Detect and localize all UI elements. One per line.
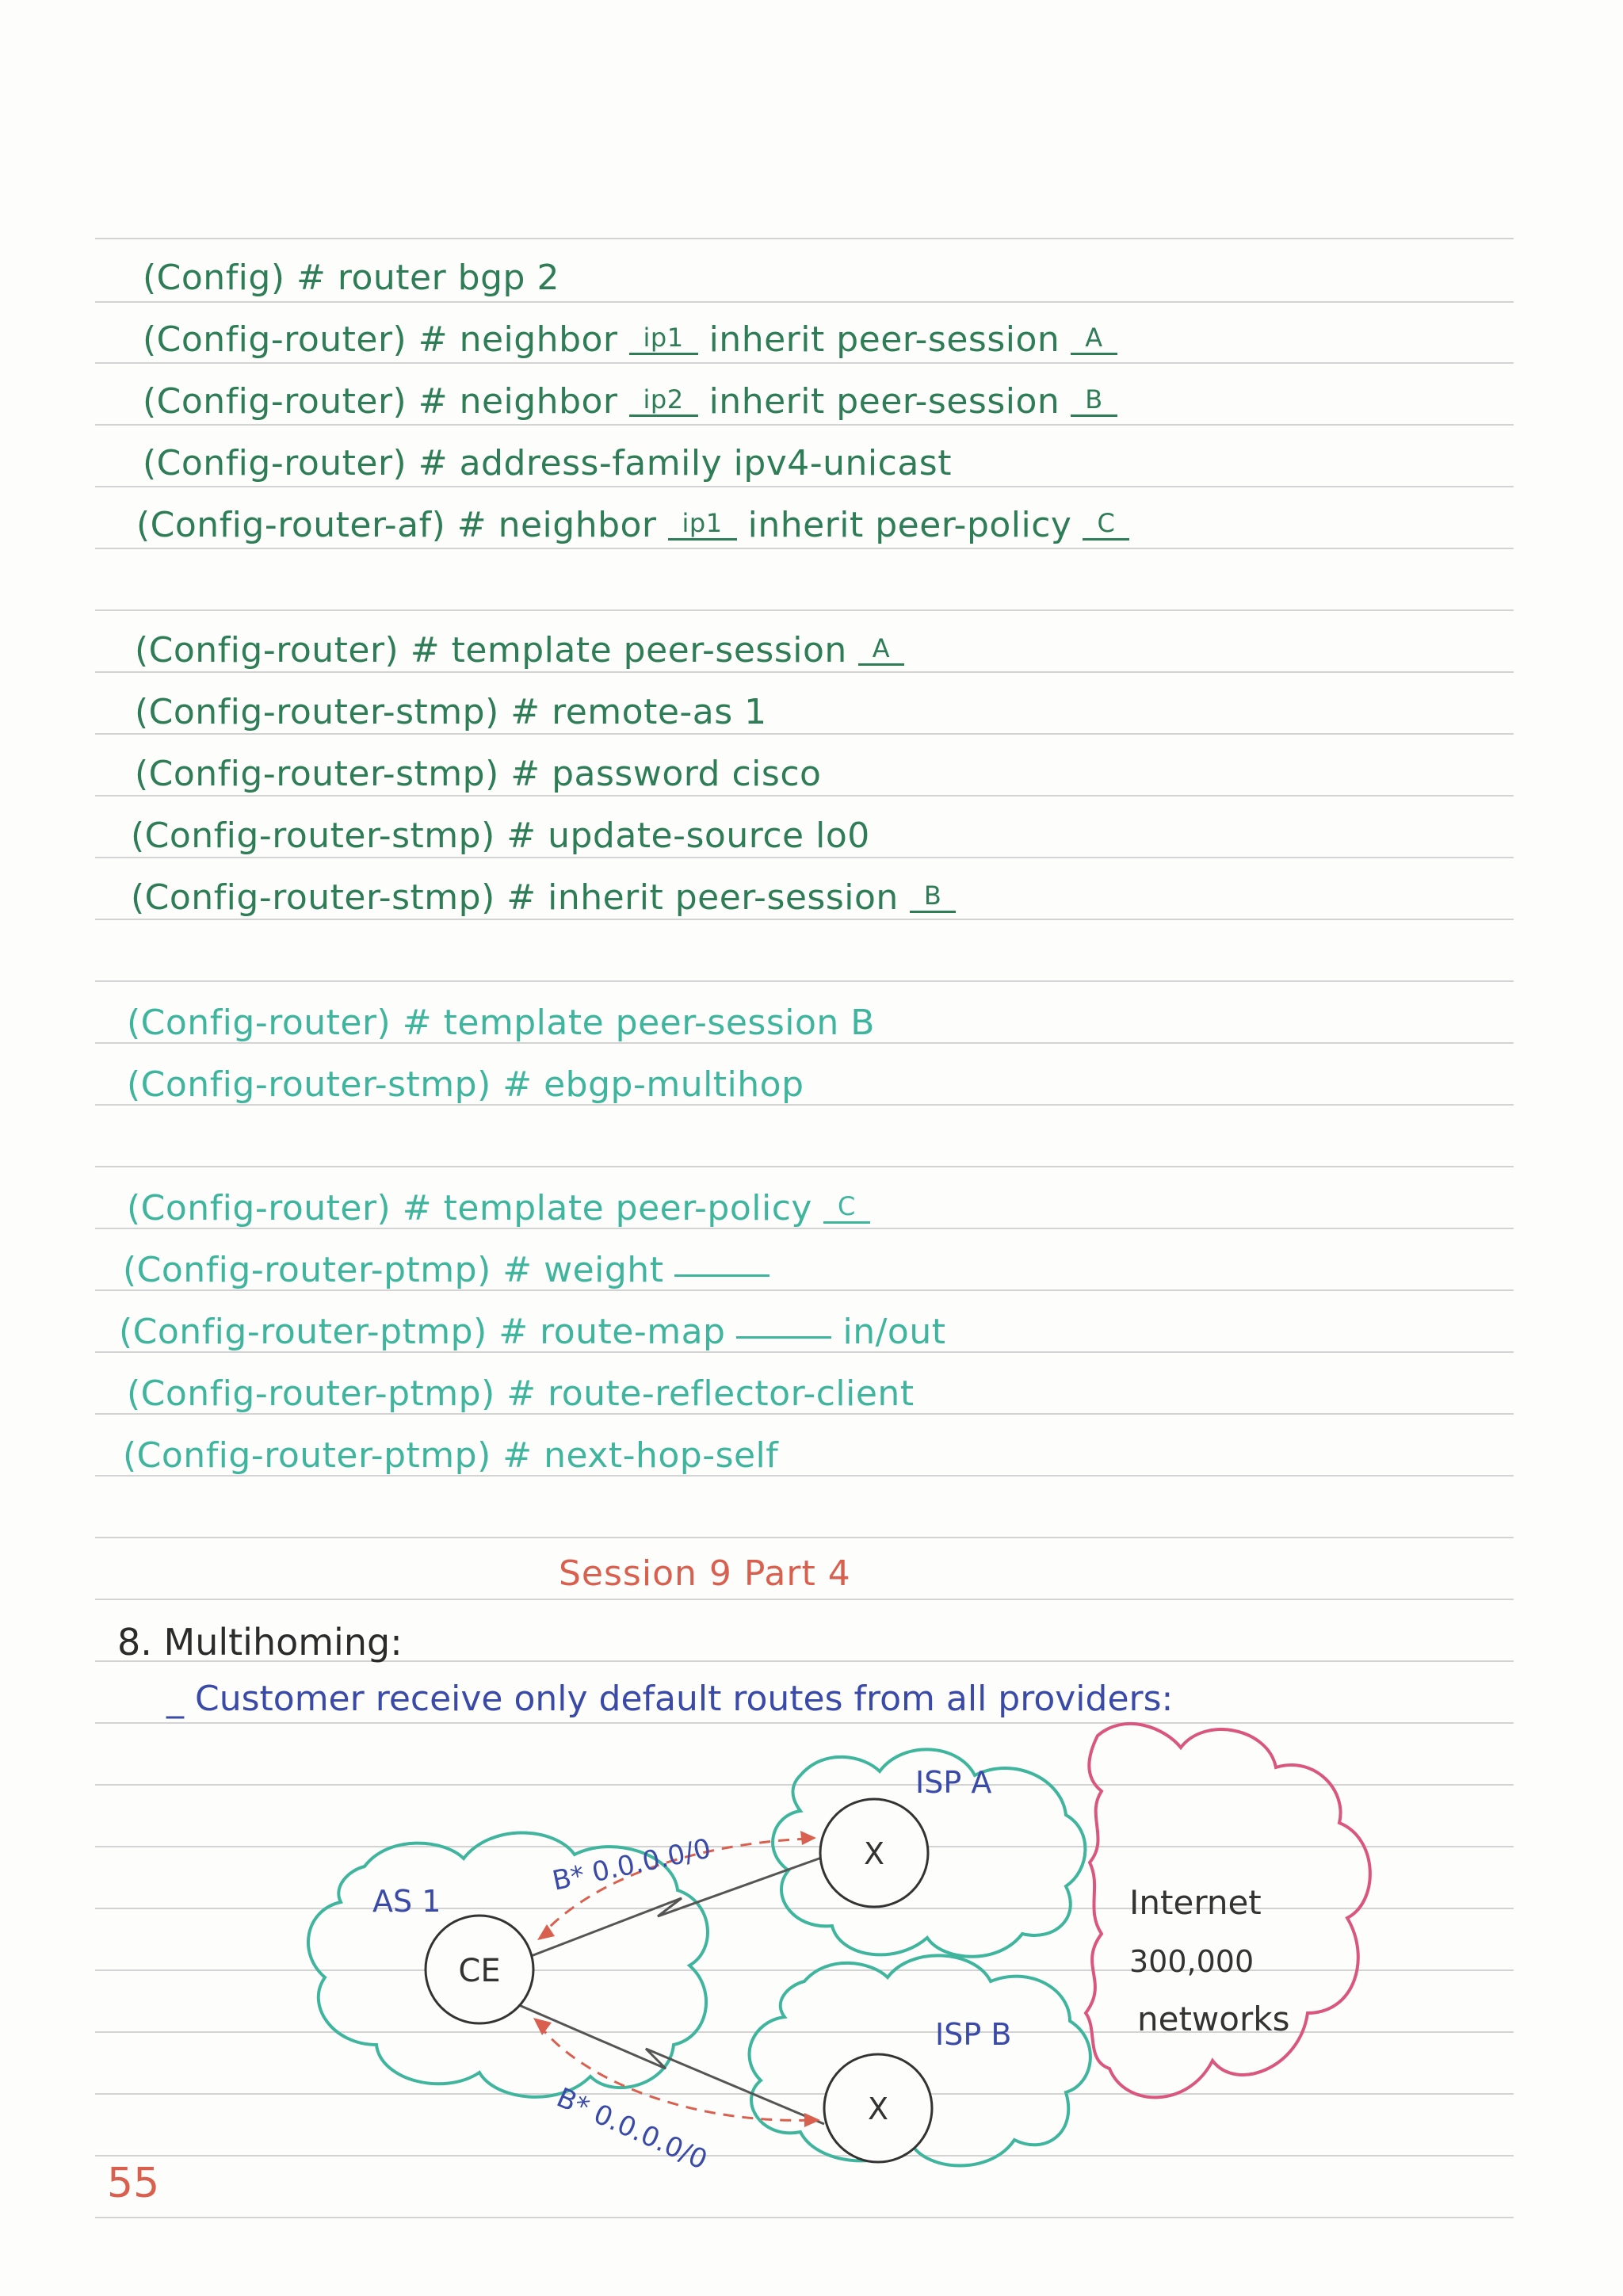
fill-blank: C bbox=[823, 1191, 870, 1224]
fill-blank: ip1 bbox=[668, 508, 737, 541]
isp-b-label: ISP B bbox=[935, 2017, 1012, 2052]
config-text: in/out bbox=[842, 1312, 946, 1352]
internet-networks-label: networks bbox=[1137, 2000, 1290, 2038]
fill-blank: ip1 bbox=[629, 323, 698, 355]
fill-blank: B bbox=[910, 881, 956, 913]
config-text: (Config-router-af) # neighbor bbox=[136, 505, 657, 545]
fill-blank: C bbox=[1083, 508, 1129, 541]
config-text: inherit peer-session bbox=[708, 319, 1060, 360]
config-text: (Config-router-stmp) # update-source lo0 bbox=[131, 816, 870, 856]
arrowhead bbox=[800, 1831, 816, 1845]
section-heading: 8. Multihoming: bbox=[117, 1621, 403, 1664]
config-text: (Config-router-stmp) # password cisco bbox=[135, 754, 822, 794]
config-text: (Config-router-ptmp) # next-hop-self bbox=[123, 1435, 779, 1476]
config-text: (Config-router) # template peer-policy bbox=[127, 1188, 812, 1228]
config-text: (Config-router) # template peer-session B bbox=[127, 1003, 875, 1043]
router-x-label: X bbox=[867, 2092, 889, 2126]
route-label-bottom: B* 0.0.0.0/0 bbox=[552, 2081, 712, 2176]
config-text: (Config-router) # neighbor bbox=[143, 319, 618, 360]
config-text: inherit peer-session bbox=[708, 381, 1060, 422]
route-label-top: B* 0.0.0.0/0 bbox=[549, 1832, 714, 1897]
session-title: Session 9 Part 4 bbox=[559, 1553, 851, 1594]
ce-label: CE bbox=[458, 1953, 501, 1989]
fill-blank: A bbox=[858, 633, 904, 666]
isp-a-label: ISP A bbox=[915, 1765, 992, 1800]
config-text: (Config-router) # template peer-session bbox=[135, 630, 847, 670]
internet-label: Internet bbox=[1129, 1883, 1262, 1922]
config-text: (Config-router-ptmp) # route-map bbox=[119, 1312, 726, 1352]
as1-label: AS 1 bbox=[372, 1884, 441, 1919]
arrowhead bbox=[533, 2018, 552, 2035]
fill-blank: A bbox=[1071, 323, 1117, 355]
arrowhead bbox=[537, 1924, 555, 1940]
internet-count-label: 300,000 bbox=[1129, 1944, 1254, 1979]
config-text: (Config-router-ptmp) # route-reflector-client bbox=[127, 1373, 915, 1414]
config-text: (Config-router) # neighbor bbox=[143, 381, 618, 422]
config-text: inherit peer-policy bbox=[747, 505, 1072, 545]
config-text: (Config-router-ptmp) # weight bbox=[123, 1250, 664, 1290]
router-x-label: X bbox=[863, 1836, 885, 1871]
fill-blank: ip2 bbox=[629, 384, 698, 417]
config-text: (Config) # router bgp 2 bbox=[143, 258, 559, 298]
config-text: (Config-router) # address-family ipv4-unicast bbox=[143, 443, 952, 483]
bullet-text: _ Customer receive only default routes from all providers: bbox=[166, 1679, 1174, 1719]
config-text: (Config-router-stmp) # inherit peer-session bbox=[131, 877, 899, 918]
config-text: (Config-router-stmp) # remote-as 1 bbox=[135, 692, 767, 732]
fill-blank: B bbox=[1071, 384, 1117, 417]
config-text: (Config-router-stmp) # ebgp-multihop bbox=[127, 1064, 804, 1105]
arrowhead bbox=[804, 2113, 820, 2127]
page-number: 55 bbox=[107, 2160, 160, 2207]
